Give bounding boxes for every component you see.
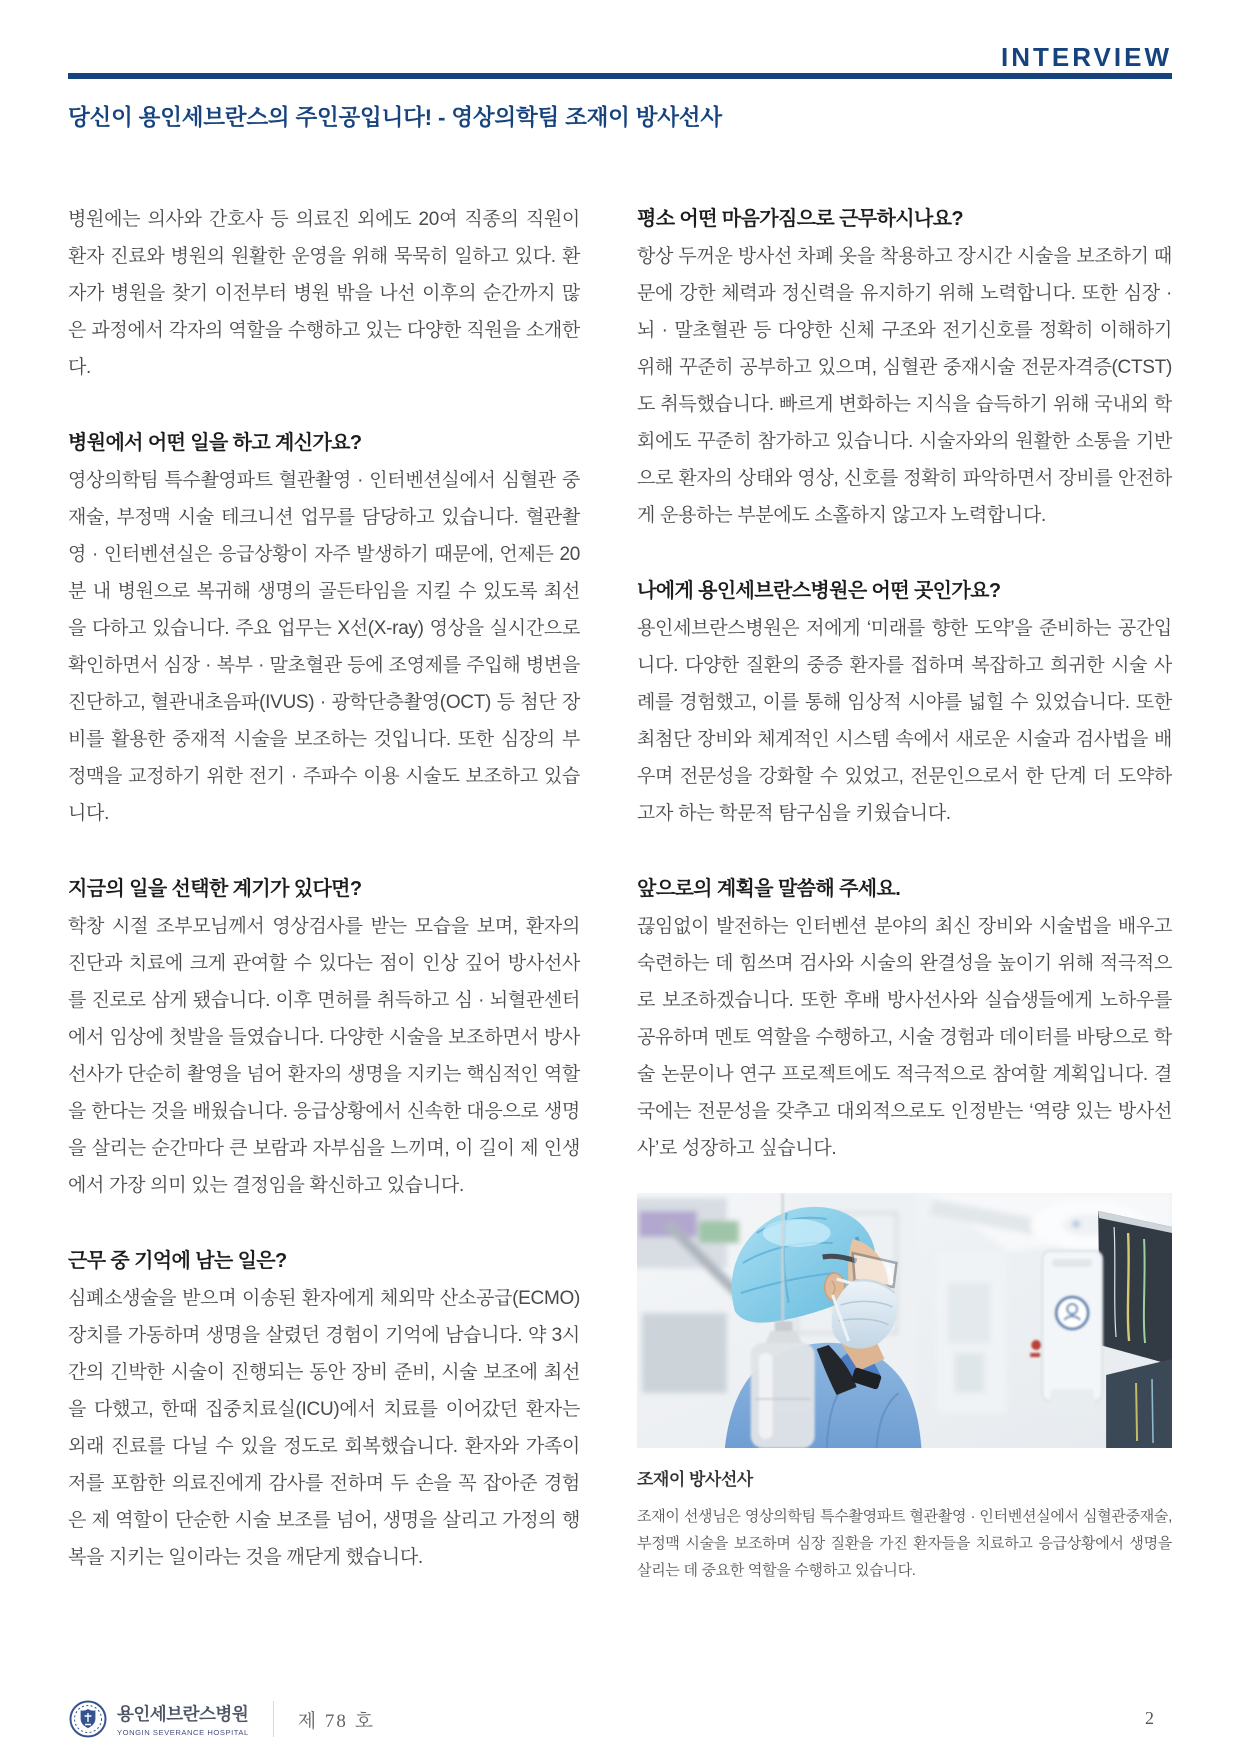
answer-paragraph: 끊임없이 발전하는 인터벤션 분야의 최신 장비와 시술법을 배우고 숙련하는 데 힘쓰며 검사와 시술의 완결성을 높이기 위해 적극적으로 보조하겠습니다. 또한 후배 방사선사와 실습생들에게 노하우를 공유하며 멘토 역할을 수행하고, 시술 경험과 데이터를 바탕으로 학술 논문이나 연구 프로젝트에도 적극적으로 참여할 계획입니다. 결국에는 전문성을 갖추고 대외적으로도 인정받는 ‘역량 있는 방사선사’로 성장하고 싶습니다. <box>637 916 1172 1159</box>
article-title: 당신이 용인세브란스의 주인공입니다! - 영상의학팀 조재이 방사선사 <box>68 105 722 130</box>
interview-photo <box>637 1193 1172 1448</box>
answer-paragraph: 심폐소생술을 받으며 이송된 환자에게 체외막 산소공급(ECMO) 장치를 가동하며 생명을 살렸던 경험이 기억에 남습니다. 약 3시간의 긴박한 시술이 진행되는 동안 장비 준비, 시술 보조에 최선을 다했고, 한때 집중치료실(ICU)에서 치료를 이어갔던 환자는 외래 진료를 다닐 수 있을 정도로 회복했습니다. 환자와 가족이 저를 포함한 의료진에게 감사를 전하며 두 손을 꼭 잡아준 경험은 제 역할이 단순한 시술 보조를 넘어, 생명을 살리고 가정의 행복을 지키는 일이라는 것을 깨닫게 했습니다. <box>68 1288 580 1568</box>
article-body <box>68 201 1172 1584</box>
hospital-name-block <box>117 1701 249 1737</box>
section-kicker: INTERVIEW <box>1001 42 1172 72</box>
footer-divider <box>273 1701 274 1737</box>
qa-section-hospital-meaning <box>637 573 1172 832</box>
photo-caption-name: 조재이 방사선사 <box>637 1470 753 1489</box>
qa-section-mindset <box>637 201 1172 534</box>
question-heading: 나에게 용인세브란스병원은 어떤 곳인가요? <box>637 580 1001 602</box>
page-footer <box>68 1696 375 1742</box>
hospital-name-en: YONGIN SEVERANCE HOSPITAL <box>117 1728 249 1737</box>
header-rule <box>68 73 1172 79</box>
hospital-logo-icon <box>68 1699 108 1739</box>
qa-section-memory <box>68 1243 580 1576</box>
hospital-name: 용인세브란스병원 <box>117 1704 249 1724</box>
qa-section-motivation <box>68 871 580 1204</box>
intro-paragraph: 병원에는 의사와 간호사 등 의료진 외에도 20여 직종의 직원이 환자 진료와 병원의 원활한 운영을 위해 묵묵히 일하고 있다. 환자가 병원을 찾기 이전부터 병원 밖을 나선 이후의 순간까지 많은 과정에서 각자의 역할을 수행하고 있는 다양한 직원을 소개한다. <box>68 209 580 378</box>
answer-paragraph: 용인세브란스병원은 저에게 ‘미래를 향한 도약’을 준비하는 공간입니다. 다양한 질환의 중증 환자를 접하며 복잡하고 희귀한 시술 사례를 경험했고, 이를 통해 임상적 시야를 넓힐 수 있었습니다. 또한 최첨단 장비와 체계적인 시스템 속에서 새로운 시술과 검사법을 배우며 전문성을 강화할 수 있었고, 전문인으로서 한 단계 더 도약하고자 하는 학문적 탐구심을 키웠습니다. <box>637 618 1172 824</box>
question-heading: 지금의 일을 선택한 계기가 있다면? <box>68 878 362 900</box>
question-heading: 평소 어떤 마음가짐으로 근무하시나요? <box>637 208 964 230</box>
answer-paragraph: 학창 시절 조부모님께서 영상검사를 받는 모습을 보며, 환자의 진단과 치료에 크게 관여할 수 있다는 점이 인상 깊어 방사선사를 진로로 삼게 됐습니다. 이후 면허를 취득하고 심 · 뇌혈관센터에서 임상에 첫발을 들였습니다. 다양한 시술을 보조하면서 방사선사가 단순히 촬영을 넘어 환자의 생명을 지키는 핵심적인 역할을 한다는 것을 배웠습니다. 응급상황에서 신속한 대응으로 생명을 살리는 순간마다 큰 보람과 자부심을 느끼며, 이 길이 제 인생에서 가장 의미 있는 결정임을 확신하고 있습니다. <box>68 916 580 1196</box>
answer-paragraph: 영상의학팀 특수촬영파트 혈관촬영 · 인터벤션실에서 심혈관 중재술, 부정맥 시술 테크니션 업무를 담당하고 있습니다. 혈관촬영 · 인터벤션실은 응급상황이 자주 발생하기 때문에, 언제든 20분 내 병원으로 복귀해 생명의 골든타임을 지킬 수 있도록 최선을 다하고 있습니다. 주요 업무는 X선(X-ray) 영상을 실시간으로 확인하면서 심장 · 복부 · 말초혈관 등에 조영제를 주입해 병변을 진단하고, 혈관내초음파(IVUS) · 광학단층촬영(OCT) 등 첨단 장비를 활용한 중재적 시술을 보조하는 것입니다. 또한 심장의 부정맥을 교정하기 위한 전기 · 주파수 이용 시술도 보조하고 있습니다. <box>68 470 580 824</box>
right-column <box>637 201 1172 1584</box>
qa-section-future-plans <box>637 871 1172 1167</box>
photo-caption-description: 조재이 선생님은 영상의학팀 특수촬영파트 혈관촬영 · 인터벤션실에서 심혈관중재술, 부정맥 시술을 보조하며 심장 질환을 가진 환자들을 치료하고 응급상황에서 생명을 살리는 데 중요한 역할을 수행하고 있습니다. <box>637 1508 1172 1579</box>
question-heading: 앞으로의 계획을 말씀해 주세요. <box>637 878 901 900</box>
answer-paragraph: 항상 두꺼운 방사선 차폐 옷을 착용하고 장시간 시술을 보조하기 때문에 강한 체력과 정신력을 유지하기 위해 노력합니다. 또한 심장 · 뇌 · 말초혈관 등 다양한 신체 구조와 전기신호를 정확히 이해하기 위해 꾸준히 공부하고 있으며, 심혈관 중재시술 전문자격증(CTST)도 취득했습니다. 빠르게 변화하는 지식을 습득하기 위해 국내외 학회에도 꾸준히 참가하고 있습니다. 시술자와의 원활한 소통을 기반으로 환자의 상태와 영상, 신호를 정확히 파악하면서 장비를 안전하게 운용하는 부분에도 소홀하지 않고자 노력합니다. <box>637 246 1172 526</box>
page-number: 2 <box>1145 1708 1154 1728</box>
qa-section-job <box>68 425 580 832</box>
issue-number: 제 78 호 <box>297 1710 375 1732</box>
left-column <box>68 201 580 1584</box>
question-heading: 근무 중 기억에 남는 일은? <box>68 1250 287 1272</box>
question-heading: 병원에서 어떤 일을 하고 계신가요? <box>68 432 362 454</box>
